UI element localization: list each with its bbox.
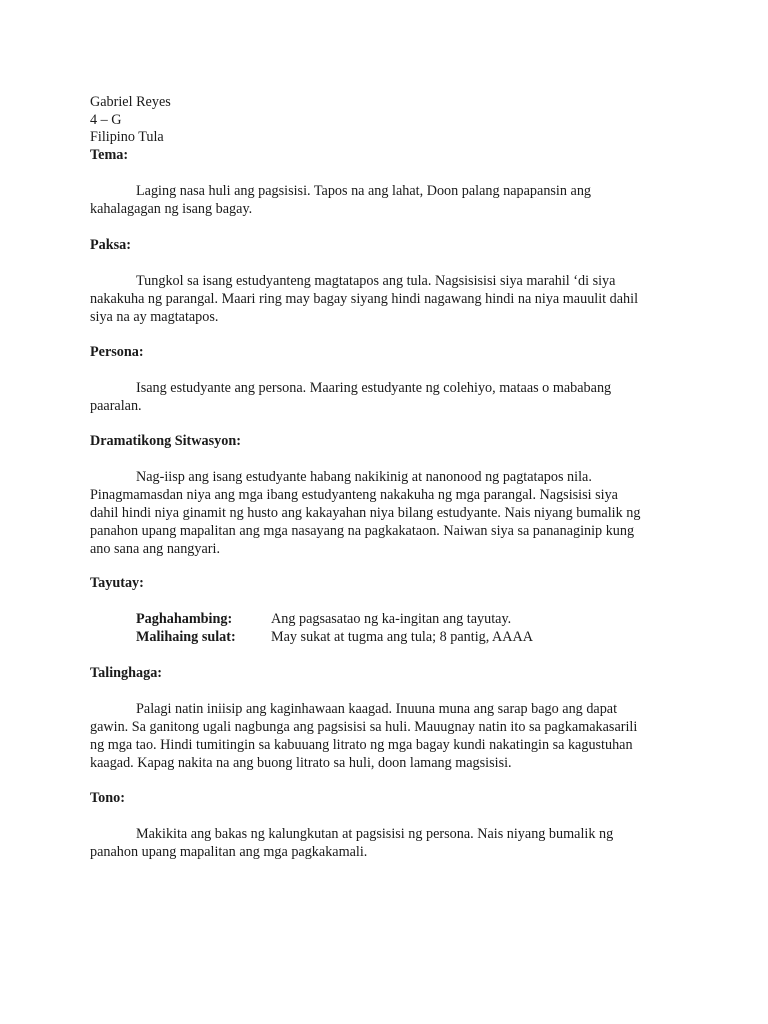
paragraph-line: Tungkol sa isang estudyanteng magtatapos ang tula. Nagsisisisi siya marahil ‘di siya: [136, 273, 616, 289]
dramatiko-heading: Dramatikong Sitwasyon:: [90, 433, 241, 449]
paragraph-line: paaralan.: [90, 398, 142, 414]
paksa-paragraph: [90, 272, 680, 326]
tema-paragraph: [90, 182, 680, 218]
persona-heading: Persona:: [90, 344, 144, 360]
paragraph-line: kahalagagan ng isang bagay.: [90, 201, 253, 217]
paragraph-line: ano sana ang nangyari.: [90, 541, 221, 557]
tayutay-value: May sukat at tugma ang tula; 8 pantig, AAAA: [271, 629, 534, 645]
paragraph-line: gawin. Sa ganitong ugali nagbunga ang pagsisisi sa huli. Mauugnay natin ito sa pagkamakasarili: [90, 719, 638, 735]
tono-paragraph: [90, 825, 680, 861]
paragraph-line: Palagi natin iniisip ang kaginhawaan kaagad. Inuuna muna ang sarap bago ang dapat: [136, 701, 618, 717]
dramatiko-paragraph: [90, 468, 680, 558]
tono-heading: Tono:: [90, 790, 125, 806]
class-section: 4 – G: [90, 111, 122, 128]
paragraph-line: kaagad. Kapag nakita na ang buong litrato sa huli, doon lamang magsisisi.: [90, 755, 512, 771]
paragraph-line: dahil hindi niya ginamit ng husto ang kakayahan niya bilang estudyante. Nais niyang bumalik ng: [90, 505, 641, 521]
document-header: [90, 94, 171, 164]
paragraph-line: ng mga tao. Hindi tumitingin sa kabuuang litrato ng mga bagay kundi nakatingin sa kagustuhan: [90, 737, 633, 753]
paragraph-line: panahon upang mapalitan ang mga pagkakamali.: [90, 844, 368, 860]
talinghaga-paragraph: [90, 700, 680, 772]
subject-title: Filipino Tula: [90, 129, 164, 145]
tayutay-label: Paghahambing:: [136, 611, 233, 627]
paragraph-line: Makikita ang bakas ng kalungkutan at pagsisisi ng persona. Nais niyang bumalik ng: [136, 826, 614, 842]
tayutay-row: [136, 629, 533, 646]
paragraph-line: siya na ay magtatapos.: [90, 309, 219, 325]
paksa-heading: Paksa:: [90, 237, 131, 253]
paragraph-line: Laging nasa huli ang pagsisisi. Tapos na ang lahat, Doon palang napapansin ang: [136, 183, 592, 199]
tayutay-label: Malihaing sulat:: [136, 629, 236, 645]
tayutay-heading: Tayutay:: [90, 575, 144, 591]
paragraph-line: Pinagmamasdan niya ang mga ibang estudyanteng nakakuha ng mga parangal. Nagsisisi siya: [90, 487, 618, 503]
paragraph-line: Nag-iisp ang isang estudyante habang nakikinig at nanonood ng pagtatapos nila.: [136, 469, 592, 485]
paragraph-line: Isang estudyante ang persona. Maaring estudyante ng colehiyo, mataas o mababang: [136, 380, 612, 396]
author-name: Gabriel Reyes: [90, 94, 171, 110]
tema-heading: Tema:: [90, 146, 129, 163]
talinghaga-heading: Talinghaga:: [90, 665, 163, 681]
tayutay-row: [136, 611, 511, 628]
paragraph-line: nakakuha ng parangal. Maari ring may bagay siyang hindi nagawang hindi na niya mauulit dahil: [90, 291, 639, 307]
persona-paragraph: [90, 379, 680, 415]
paragraph-line: panahon upang mapalitan ang mga nasayang na pagkakataon. Naiwan siya sa pananaginip kung: [90, 523, 635, 539]
tayutay-value: Ang pagsasatao ng ka-ingitan ang tayutay.: [271, 611, 512, 627]
